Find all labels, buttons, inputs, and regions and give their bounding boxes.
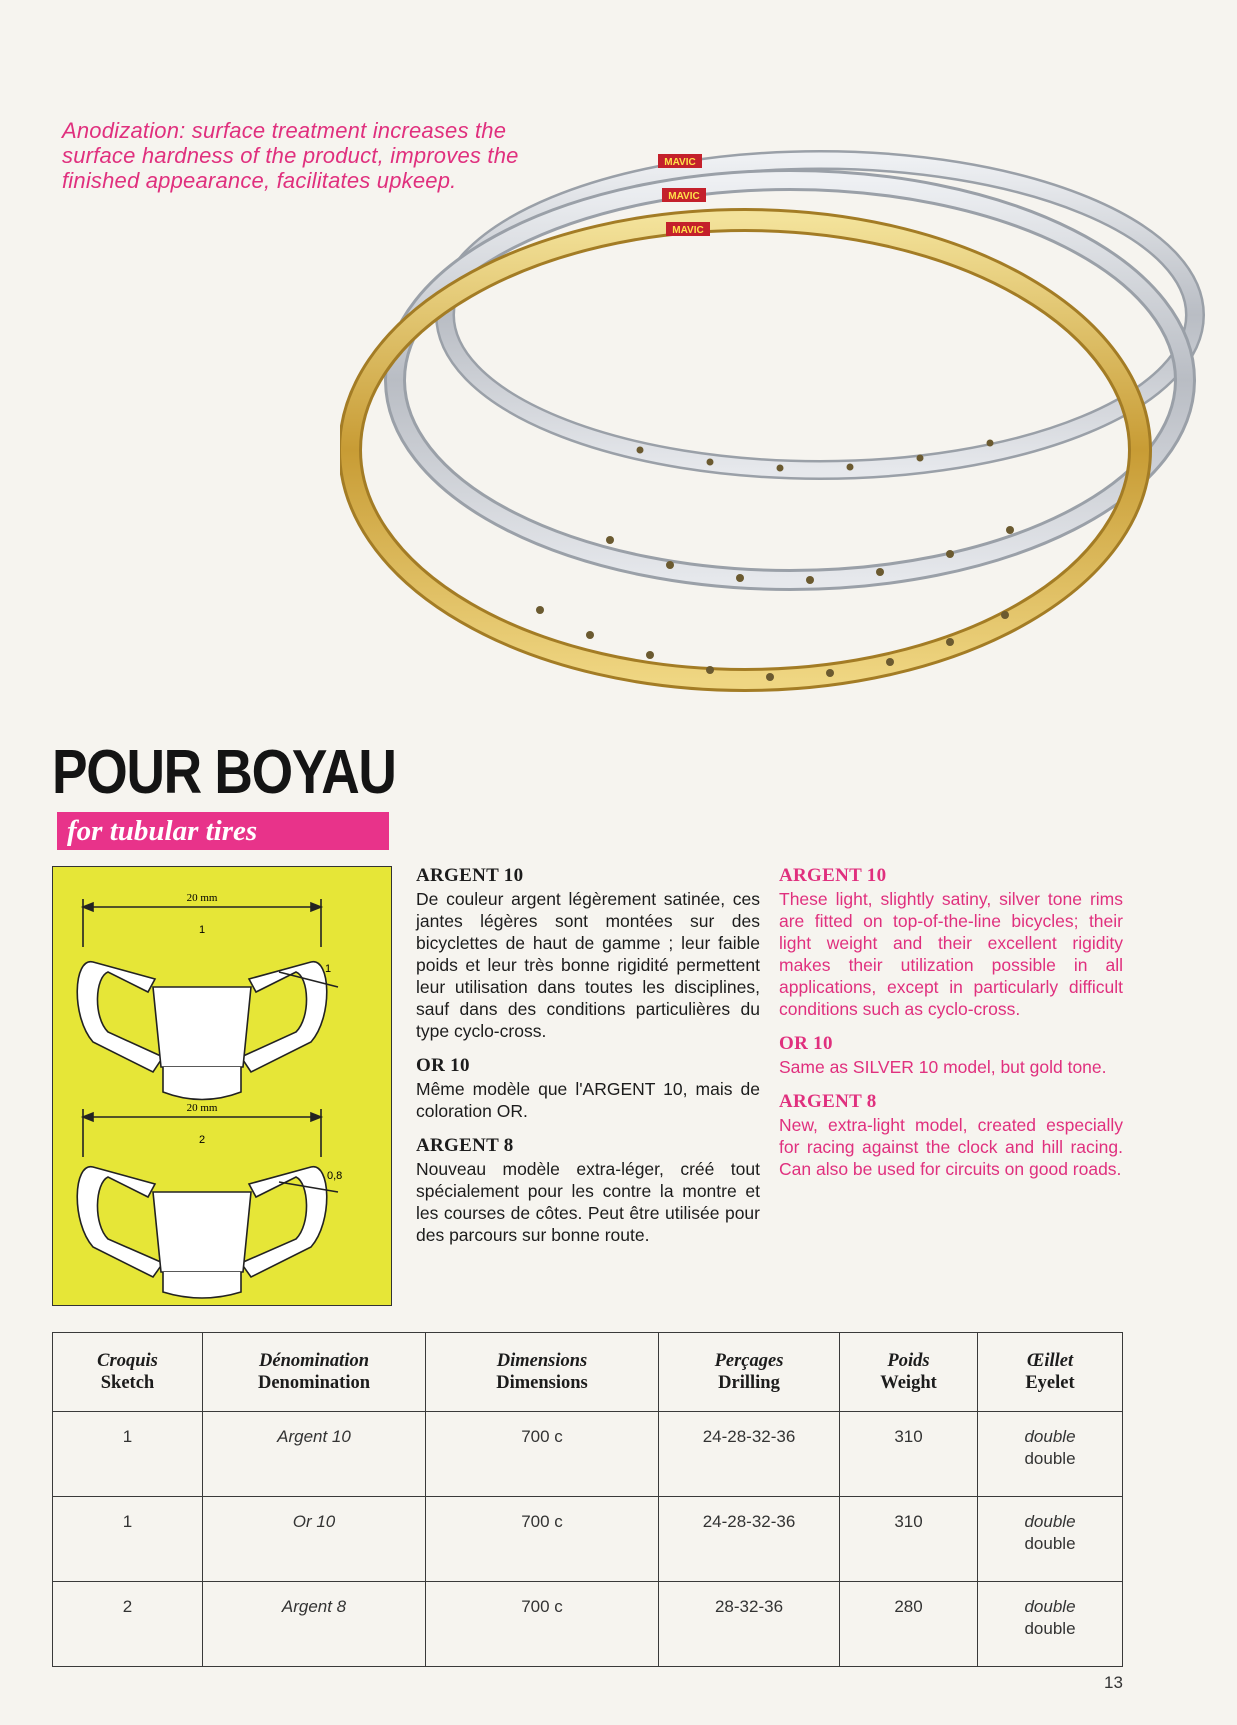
- sketch-2-width-label: 20 mm: [186, 1102, 218, 1114]
- page-number: 13: [1104, 1673, 1123, 1692]
- table-row: [53, 1582, 1123, 1667]
- sketch-1-width-label: 20 mm: [186, 892, 218, 904]
- cell-name: Argent 8: [203, 1582, 426, 1667]
- table-row: [53, 1497, 1123, 1582]
- cell-weight: 310: [840, 1412, 978, 1497]
- english-description: [779, 864, 1123, 1192]
- table-row: [53, 1412, 1123, 1497]
- rim-profile-sketches: [52, 866, 392, 1306]
- fr-text-argent10: De couleur argent légèrement satinée, ces jantes légères sont montées sur des bicyclettes de haut de gamme ; leur faible poids et leur très bonne rigidité permettent leur utilisation dans toutes les disciplines, sauf dans des conditions particulières du type cyclo-cross.: [416, 889, 760, 1041]
- cell-sketch: 1: [53, 1412, 203, 1497]
- mavic-decal-1: [658, 154, 702, 168]
- cell-eyelet: double double: [978, 1412, 1123, 1497]
- cell-eyelet: double double: [978, 1497, 1123, 1582]
- svg-text:MAVIC: MAVIC: [668, 191, 700, 202]
- table-header-row: [53, 1333, 1123, 1412]
- fr-heading-argent8: ARGENT 8: [416, 1135, 514, 1156]
- en-text-argent8: New, extra-light model, created especially for racing against the clock and hill racing. Can also be used for circuits on good roads.: [779, 1115, 1123, 1179]
- photo-caption: Anodization: surface treatment increases the surface hardness of the product, improves the finished appearance, facilitates upkeep.: [62, 118, 519, 193]
- sketch-1-profile: [77, 899, 338, 1100]
- cell-name: Argent 10: [203, 1412, 426, 1497]
- svg-text:MAVIC: MAVIC: [672, 225, 704, 236]
- sketch-1-wall-label: 1: [325, 963, 332, 975]
- page-title: POUR BOYAU: [52, 738, 396, 807]
- cell-name: Or 10: [203, 1497, 426, 1582]
- cell-eyelet: double double: [978, 1582, 1123, 1667]
- header-weight: Poids Weight: [840, 1333, 978, 1412]
- fr-text-or10: Même modèle que l'ARGENT 10, mais de coloration OR.: [416, 1079, 760, 1121]
- fr-text-argent8: Nouveau modèle extra-léger, créé tout spécialement pour les contre la montre et les courses de côtes. Peut être utilisée pour des parcours sur bonne route.: [416, 1159, 760, 1245]
- fr-heading-or10: OR 10: [416, 1055, 470, 1076]
- en-heading-or10: OR 10: [779, 1033, 833, 1054]
- en-heading-argent8: ARGENT 8: [779, 1091, 877, 1112]
- en-text-argent10: These light, slightly satiny, silver tone rims are fitted on top-of-the-line bicycles; their light weight and their excellent rigidity makes their utilization possible in all applications, except in particularly difficult conditions such as cyclo-cross.: [779, 889, 1123, 1019]
- cell-dimensions: 700 c: [426, 1412, 659, 1497]
- sketch-2-number: 2: [198, 1134, 206, 1146]
- rims-illustration: [340, 140, 1220, 780]
- rim-profile-drawing: [53, 867, 393, 1307]
- page-subtitle: for tubular tires: [57, 812, 389, 850]
- en-heading-argent10: ARGENT 10: [779, 865, 887, 886]
- cell-sketch: 2: [53, 1582, 203, 1667]
- fr-heading-argent10: ARGENT 10: [416, 865, 524, 886]
- silver-rim-middle: [395, 180, 1185, 580]
- sketch-2-profile: [77, 1109, 338, 1298]
- header-dimensions: Dimensions Dimensions: [426, 1333, 659, 1412]
- cell-drilling: 24-28-32-36: [659, 1412, 840, 1497]
- cell-drilling: 24-28-32-36: [659, 1497, 840, 1582]
- header-sketch: Croquis Sketch: [53, 1333, 203, 1412]
- cell-weight: 280: [840, 1582, 978, 1667]
- french-description: [416, 864, 760, 1258]
- header-drilling: Perçages Drilling: [659, 1333, 840, 1412]
- header-eyelet: Œillet Eyelet: [978, 1333, 1123, 1412]
- en-text-or10: Same as SILVER 10 model, but gold tone.: [779, 1057, 1107, 1077]
- rim-spec-table: [52, 1332, 1123, 1667]
- header-denomination: Dénomination Denomination: [203, 1333, 426, 1412]
- cell-sketch: 1: [53, 1497, 203, 1582]
- mavic-decal-2: [662, 188, 706, 202]
- cell-dimensions: 700 c: [426, 1497, 659, 1582]
- svg-text:MAVIC: MAVIC: [664, 157, 696, 168]
- cell-dimensions: 700 c: [426, 1582, 659, 1667]
- mavic-decal-3: [666, 222, 710, 236]
- sketch-2-wall-label: 0,8: [327, 1170, 343, 1182]
- sketch-1-number: 1: [198, 924, 206, 936]
- cell-weight: 310: [840, 1497, 978, 1582]
- cell-drilling: 28-32-36: [659, 1582, 840, 1667]
